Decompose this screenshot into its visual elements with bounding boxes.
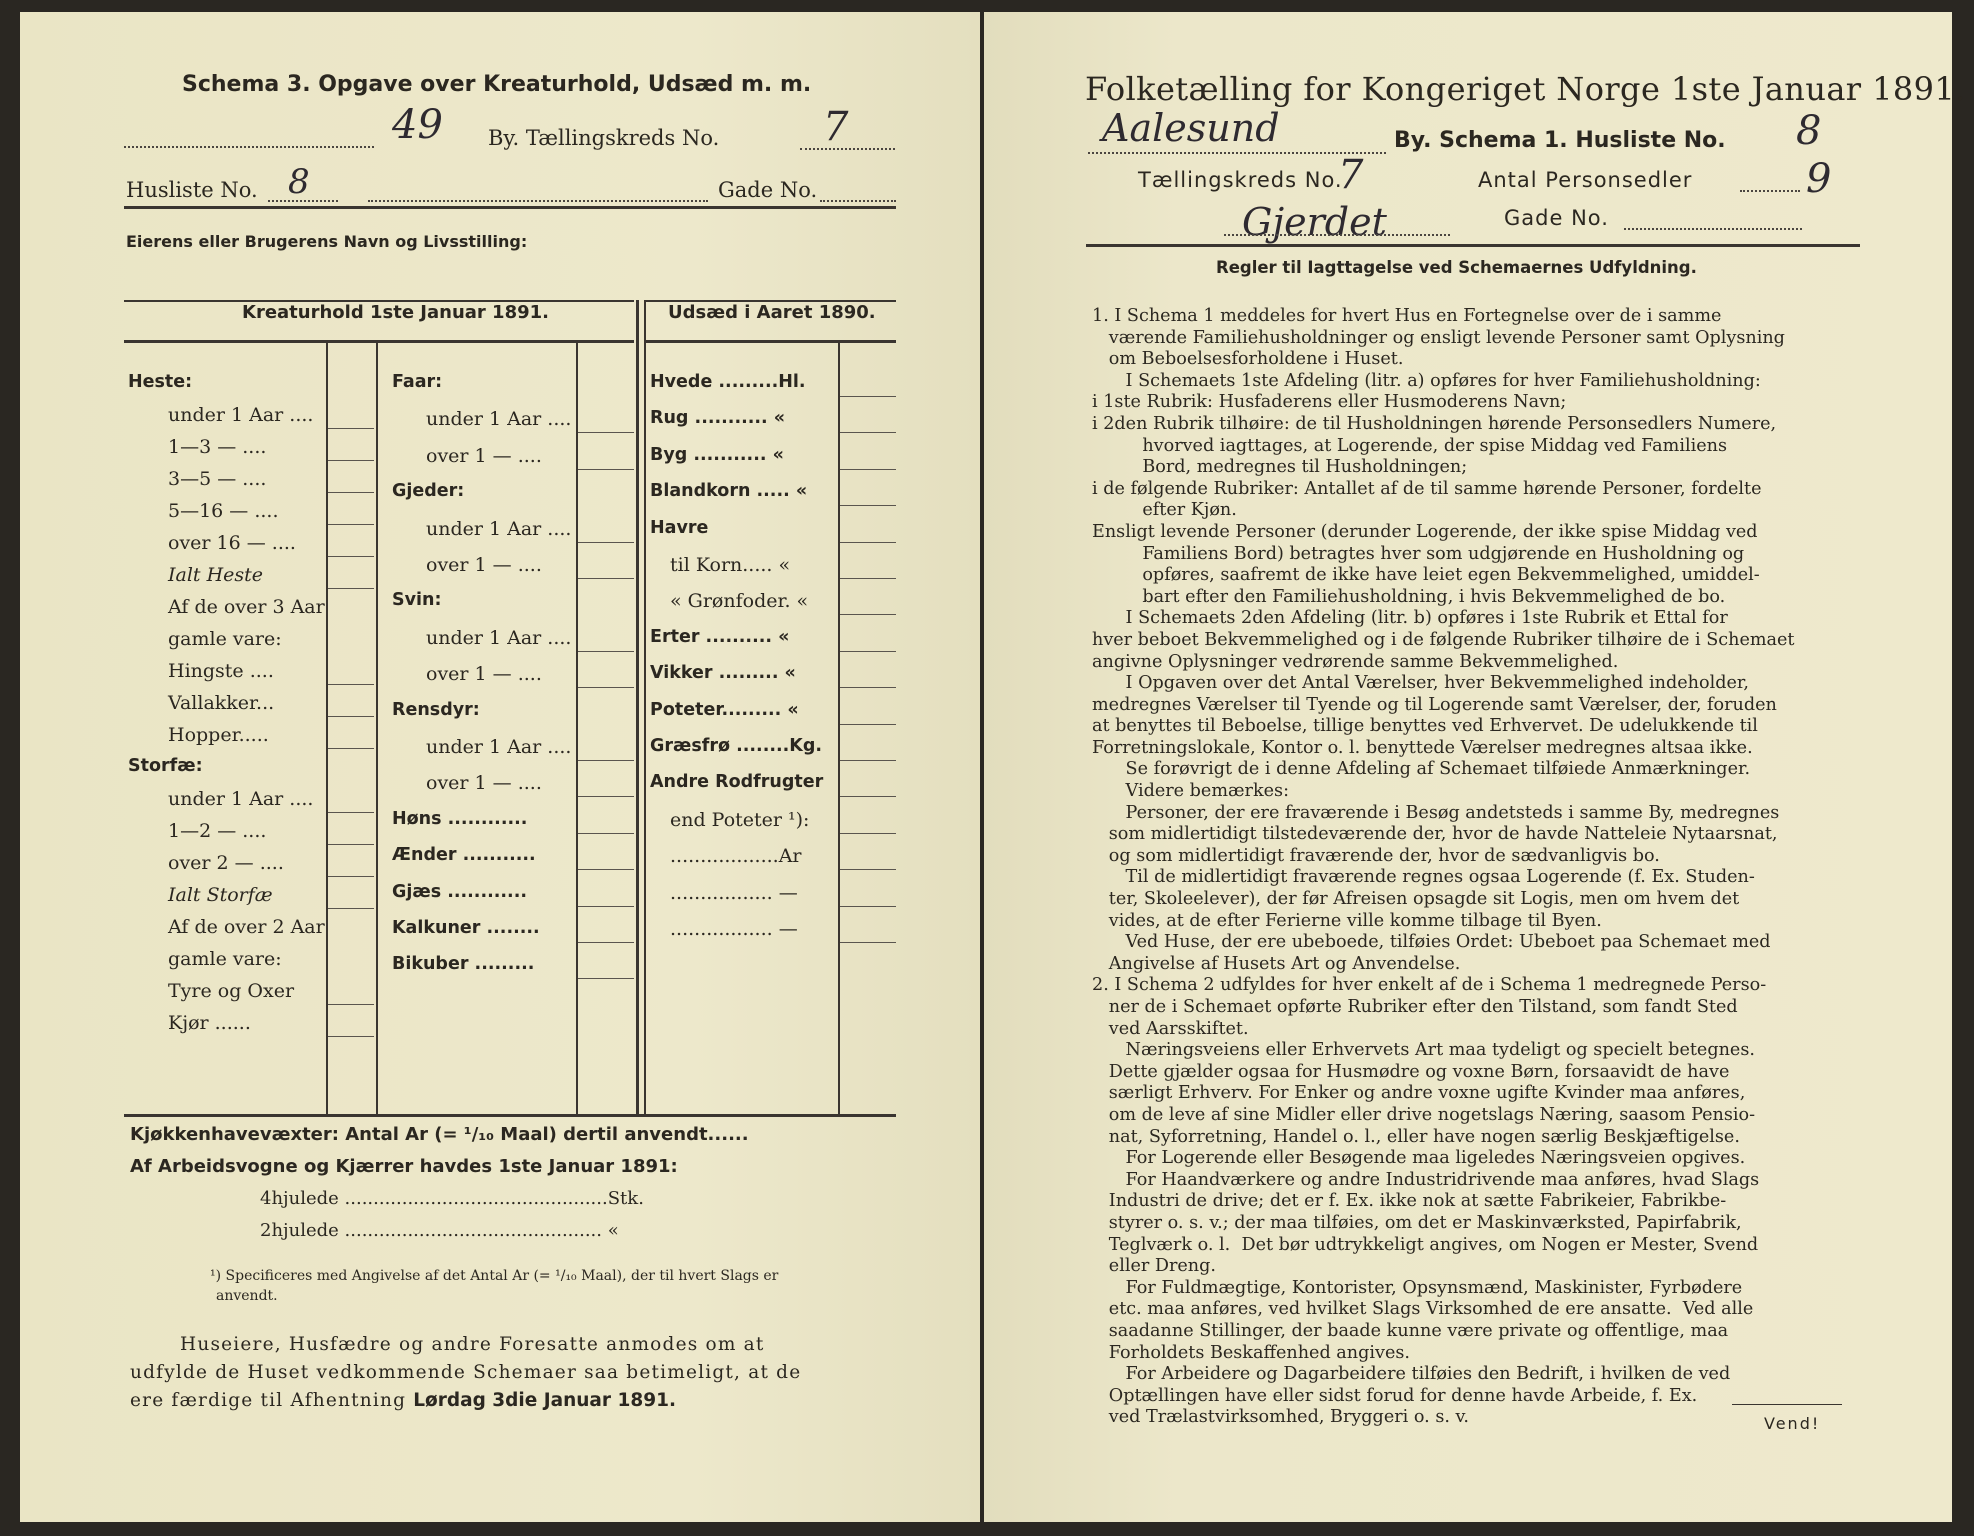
rules-line: om Beboelsesforholdene i Huset. <box>1092 349 1404 370</box>
entry-blank <box>578 978 634 979</box>
rules-line: I Opgaven over det Antal Værelser, hver Bekvemmelighed indeholder, <box>1092 673 1749 694</box>
entry-blank <box>328 556 374 557</box>
rules-line: nat, Syforretning, Handel o. l., eller have nogen særlig Beskjæftigelse. <box>1092 1126 1740 1147</box>
entry-blank <box>578 542 634 543</box>
col2-row: Ænder ........... <box>392 845 536 866</box>
col1-row: Ialt Heste <box>168 564 264 586</box>
schema1-by-label: By. Schema 1. Husliste No. <box>1394 128 1726 153</box>
entry-blank <box>328 844 374 845</box>
rules-line: Bord, medregnes til Husholdningen; <box>1092 457 1468 478</box>
col1-row: Heste: <box>128 372 193 392</box>
entry-blank <box>840 614 896 615</box>
col3-row: « Grønfoder. « <box>670 590 809 613</box>
col2-row: under 1 Aar .... <box>426 517 572 540</box>
by-label: By. Tællingskreds No. <box>488 126 720 150</box>
entry-blank <box>328 1036 374 1037</box>
entry-blank <box>328 1004 374 1005</box>
rules-line: For Fuldmægtige, Kontorister, Opsynsmænd, Maskinister, Fyrbødere <box>1092 1277 1743 1298</box>
entry-blank <box>840 432 896 433</box>
col2-row: Gjæs ............ <box>392 881 527 902</box>
col1-row: Tyre og Oxer <box>168 980 295 1002</box>
rules-line: efter Kjøn. <box>1092 500 1237 521</box>
entry-blank <box>328 460 374 461</box>
rules-line: ved Aarsskiftet. <box>1092 1018 1249 1039</box>
entry-blank <box>840 942 896 943</box>
rules-line: og som midlertidigt fraværende der, hvor de sædvanligvis bo. <box>1092 845 1660 866</box>
rules-title: Regler til Iagttagelse ved Schemaernes Udfyldning. <box>1216 258 1697 277</box>
col3-row: ..................Ar <box>670 845 802 868</box>
rules-line: Ensligt levende Personer (derunder Logerende, der ikke spise Middag ved <box>1092 521 1758 542</box>
col3-row: Byg ........... « <box>650 444 784 465</box>
husliste-handwritten: 8 <box>288 162 310 202</box>
rules-line: Teglværk o. l. Det bør udtrykkeligt angives, om Nogen er Mester, Svend <box>1092 1234 1759 1255</box>
rules-line: 2. I Schema 2 udfyldes for hver enkelt af de i Schema 1 medregnede Perso- <box>1092 975 1767 996</box>
col1-row: over 16 — .... <box>168 532 296 554</box>
census-title: Folketælling for Kongeriget Norge 1ste Januar 1891. <box>1085 70 1966 108</box>
col1-row: Ialt Storfæ <box>168 884 273 906</box>
rules-line: Til de midlertidigt fraværende regnes ogsaa Logerende (f. Ex. Studen- <box>1092 867 1755 888</box>
personsedler-handwritten: 9 <box>1806 156 1832 202</box>
entry-blank <box>840 578 896 579</box>
entry-blank <box>328 876 374 877</box>
rules-line: Optællingen have eller sidst forud for denne havde Arbeide, f. Ex. <box>1092 1385 1698 1406</box>
closing-line-1: Huseiere, Husfædre og andre Foresatte anmodes om at <box>180 1334 765 1355</box>
entry-blank <box>840 760 896 761</box>
rules-line: i 1ste Rubrik: Husfaderens eller Husmoderens Navn; <box>1092 392 1567 413</box>
rules-line: ner de i Schemaet opførte Rubriker efter den Tilstand, som fandt Sted <box>1092 997 1738 1017</box>
col3-row: Havre <box>650 517 709 538</box>
col3-row: ................. — <box>670 881 798 904</box>
husliste-no-handwritten: 8 <box>1796 108 1822 154</box>
rules-line: styrer o. s. v.; der maa tilføies, om det er Maskinværksted, Papirfabrik, <box>1092 1212 1742 1233</box>
entry-blank <box>840 542 896 543</box>
entry-blank <box>328 908 374 909</box>
entry-blank <box>578 578 634 579</box>
gade-no-label: Gade No. <box>1504 206 1609 230</box>
entry-blank <box>840 469 896 470</box>
col1-row: Hingste .... <box>168 660 274 682</box>
entry-blank <box>578 942 634 943</box>
col2-row: under 1 Aar .... <box>426 736 572 758</box>
schema3-title: Schema 3. Opgave over Kreaturhold, Udsæd m. m. <box>182 72 812 97</box>
col1-row: Hopper..... <box>168 724 269 746</box>
entry-blank <box>578 469 634 470</box>
entry-blank <box>578 796 634 797</box>
rules-line: ter, Skoleelever), der før Afreisen opsagde sit Logis, men om hvem det <box>1092 889 1740 910</box>
entry-blank <box>840 687 896 688</box>
footnote-line-1: ¹) Specificeres med Angivelse af det Antal Ar (= ¹/₁₀ Maal), der til hvert Slags er <box>210 1268 779 1284</box>
rules-line: 1. I Schema 1 meddeles for hvert Hus en Fortegnelse over de i samme <box>1092 306 1722 326</box>
personsedler-label: Antal Personsedler <box>1478 168 1693 192</box>
rules-line: ved Trælastvirksomhed, Bryggeri o. s. v. <box>1092 1407 1469 1428</box>
rules-line: Forretningslokale, Kontor o. l. benyttede Værelser medregnes altsaa ikke. <box>1092 737 1753 758</box>
col2-row: under 1 Aar .... <box>426 408 572 431</box>
col2-row: over 1 — .... <box>426 554 542 576</box>
col2-row: Faar: <box>392 372 443 392</box>
col1-row: under 1 Aar .... <box>168 788 314 810</box>
col3-row: Rug ........... « <box>650 408 786 429</box>
entry-blank <box>840 869 896 870</box>
entry-blank <box>840 796 896 797</box>
entry-blank <box>328 588 374 589</box>
entry-blank <box>578 906 634 907</box>
rules-line: Videre bemærkes: <box>1092 781 1290 802</box>
entry-blank <box>578 833 634 834</box>
footnote-line-2: anvendt. <box>216 1288 278 1304</box>
rules-line: værende Familiehusholdninger og ensligt levende Personer samt Oplysning <box>1092 327 1785 348</box>
entry-blank <box>840 505 896 506</box>
kreds-no-handwritten: 7 <box>1338 152 1364 198</box>
entry-blank <box>328 492 374 493</box>
col1-row: Af de over 3 Aar <box>168 596 325 618</box>
entry-blank <box>578 687 634 688</box>
rules-line: opføres, saafremt de ikke have leiet egen Bekvemmelighed, umiddel- <box>1092 565 1760 586</box>
col2-row: Gjeder: <box>392 481 465 502</box>
rules-line: Forholdets Beskaffenhed angives. <box>1092 1342 1410 1363</box>
entry-blank <box>840 724 896 725</box>
col3-row: Græsfrø ........Kg. <box>650 736 823 756</box>
rules-line: For Logerende eller Besøgende maa ligeledes Næringsveien opgives. <box>1092 1148 1746 1169</box>
entry-blank <box>840 906 896 907</box>
col3-row: til Korn..... « <box>670 554 791 576</box>
entry-blank <box>578 869 634 870</box>
hjul2-line: 2hjulede ............................................. « <box>260 1220 619 1241</box>
col2-row: Kalkuner ........ <box>392 918 540 938</box>
col3-row: Blandkorn ..... « <box>650 481 808 502</box>
col2-row: under 1 Aar .... <box>426 626 572 649</box>
entry-blank <box>840 833 896 834</box>
kreds-handwritten: 7 <box>823 104 849 150</box>
closing-line-3: ere færdige til Afhentning Lørdag 3die Januar 1891. <box>130 1390 676 1411</box>
col3-row: Vikker ......... « <box>650 663 796 684</box>
col1-row: 1—2 — .... <box>168 820 267 842</box>
husliste-label: Husliste No. <box>126 178 258 202</box>
col1-row: 5—16 — .... <box>168 500 279 522</box>
rules-line: Næringsveiens eller Erhvervets Art maa tydeligt og specielt betegnes. <box>1092 1040 1755 1061</box>
entry-blank <box>578 432 634 433</box>
col1-row: under 1 Aar .... <box>168 404 314 426</box>
rules-line: at benyttes til Beboelse, tillige benyttes ved Erhvervet. De udelukkende til <box>1092 716 1758 737</box>
owner-label: Eierens eller Brugerens Navn og Livsstilling: <box>126 232 528 251</box>
entry-blank <box>840 651 896 652</box>
street-handwritten: Gjerdet <box>1242 200 1387 244</box>
col3-row: Erter .......... « <box>650 626 790 647</box>
col1-row: 1—3 — .... <box>168 436 267 458</box>
col2-row: over 1 — .... <box>426 772 542 795</box>
rules-line: i de følgende Rubriker: Antallet af de til samme hørende Personer, fordelte <box>1092 478 1762 499</box>
gade-label: Gade No. <box>718 178 818 202</box>
right-page <box>984 12 1966 1522</box>
rules-line: som midlertidigt tilstedeværende der, hvor de havde Natteleie Nytaarsnat, <box>1092 824 1778 845</box>
entry-blank <box>328 428 374 429</box>
rules-line: eller Dreng. <box>1092 1256 1216 1277</box>
rules-line: For Haandværkere og andre Industridrivende maa anføres, hvad Slags <box>1092 1169 1760 1190</box>
rules-line: etc. maa anføres, ved hvilket Slags Virksomhed de ere ansatte. Ved alle <box>1092 1299 1754 1320</box>
rules-line: I Schemaets 1ste Afdeling (litr. a) opføres for hver Familiehusholdning: <box>1092 370 1761 391</box>
entry-blank <box>328 716 374 717</box>
col1-row: Vallakker... <box>168 692 275 714</box>
rules-line: bart efter den Familiehusholdning, i hvis Bekvemmelighed de bo. <box>1092 586 1726 607</box>
entry-blank <box>328 748 374 749</box>
col2-row: Svin: <box>392 590 442 611</box>
rules-text <box>1092 306 1795 1429</box>
rules-line: Personer, der ere fraværende i Besøg andetsteds i samme By, medregnes <box>1092 802 1780 823</box>
col3-row: ................. — <box>670 918 798 940</box>
udsaed-header: Udsæd i Aaret 1890. <box>668 302 876 323</box>
city-handwritten: Aalesund <box>1102 106 1280 150</box>
left-page <box>20 12 980 1522</box>
kreaturhold-header: Kreaturhold 1ste Januar 1891. <box>242 302 549 323</box>
col1-row: Kjør ...... <box>168 1012 251 1034</box>
col2-row: over 1 — .... <box>426 663 542 686</box>
col1-row: Storfæ: <box>128 756 203 776</box>
col3-row: end Poteter ¹): <box>670 808 810 831</box>
rules-line: medregnes Værelser til Tyende og til Logerende samt Værelser, der, foruden <box>1092 694 1777 715</box>
closing-line-2: udfylde de Huset vedkommende Schemaer saa betimeligt, at de <box>130 1362 802 1383</box>
rules-line: Industri de drive; det er f. Ex. ikke nok at sætte Fabrikeier, Fabrikbe- <box>1092 1191 1727 1212</box>
rules-line: om de leve af sine Midler eller drive nogetslags Næring, saasom Pensio- <box>1092 1104 1756 1125</box>
rules-line: hver beboet Bekvemmelighed og i de følgende Rubriker tilhøire de i Schemaet <box>1092 629 1795 650</box>
col2-row: Bikuber ......... <box>392 954 535 975</box>
rules-line: For Arbeidere og Dagarbeidere tilføies den Bedrift, i hvilken de ved <box>1092 1364 1731 1385</box>
col1-row: Af de over 2 Aar <box>168 916 325 938</box>
arbeidsvogne-line: Af Arbeidsvogne og Kjærrer havdes 1ste Januar 1891: <box>130 1156 678 1177</box>
entry-blank <box>578 651 634 652</box>
rules-line: Se forøvrigt de i denne Afdeling af Schemaet tilføiede Anmærkninger. <box>1092 759 1751 780</box>
kreds-label: Tællingskreds No. <box>1138 168 1343 192</box>
rules-line: Dette gjælder ogsaa for Husmødre og voxne Børn, forsaavidt de have <box>1092 1061 1730 1082</box>
rules-line: vides, at de efter Ferierne ville komme tilbage til Byen. <box>1092 910 1602 931</box>
col3-row: Poteter......... « <box>650 699 799 720</box>
rules-line: særligt Erhverv. For Enker og andre voxne ugifte Kvinder maa anføres, <box>1092 1083 1746 1104</box>
by-number-handwritten: 49 <box>392 102 443 148</box>
rules-line: I Schemaets 2den Afdeling (litr. b) opføres i 1ste Rubrik et Ettal for <box>1092 608 1728 629</box>
rules-line: Familiens Bord) betragtes hver som udgjørende en Husholdning og <box>1092 543 1745 564</box>
col2-row: Rensdyr: <box>392 699 480 720</box>
entry-blank <box>840 396 896 397</box>
rules-line: i 2den Rubrik tilhøire: de til Husholdningen hørende Personsedlers Numere, <box>1092 413 1777 434</box>
rules-line: hvorved iagttages, at Logerende, der spise Middag ved Familiens <box>1092 435 1728 456</box>
col2-row: Høns ............ <box>392 808 528 829</box>
col1-row: gamle vare: <box>168 948 282 970</box>
entry-blank <box>328 524 374 525</box>
rules-line: saadanne Stillinger, der baade kunne være private og offentlige, maa <box>1092 1320 1729 1341</box>
col1-row: over 2 — .... <box>168 852 284 874</box>
col1-row: 3—5 — .... <box>168 468 267 490</box>
rules-line: Ved Huse, der ere ubeboede, tilføies Ordet: Ubeboet paa Schemaet med <box>1092 932 1771 953</box>
rules-line: angivne Oplysninger vedrørende samme Bekvemmelighed. <box>1092 651 1619 672</box>
col3-row: Hvede .........Hl. <box>650 372 806 392</box>
entry-blank <box>328 812 374 813</box>
vend-label: Vend! <box>1764 1414 1821 1433</box>
entry-blank <box>578 760 634 761</box>
rules-line: Angivelse af Husets Art og Anvendelse. <box>1092 953 1461 974</box>
kjokkenhave-line: Kjøkkenhavevæxter: Antal Ar (= ¹/₁₀ Maal) dertil anvendt...... <box>130 1124 749 1145</box>
col2-row: over 1 — .... <box>426 444 542 467</box>
col1-row: gamle vare: <box>168 628 282 650</box>
col3-row: Andre Rodfrugter <box>650 772 824 793</box>
hjul4-line: 4hjulede ..............................................Stk. <box>260 1188 644 1209</box>
entry-blank <box>328 684 374 685</box>
